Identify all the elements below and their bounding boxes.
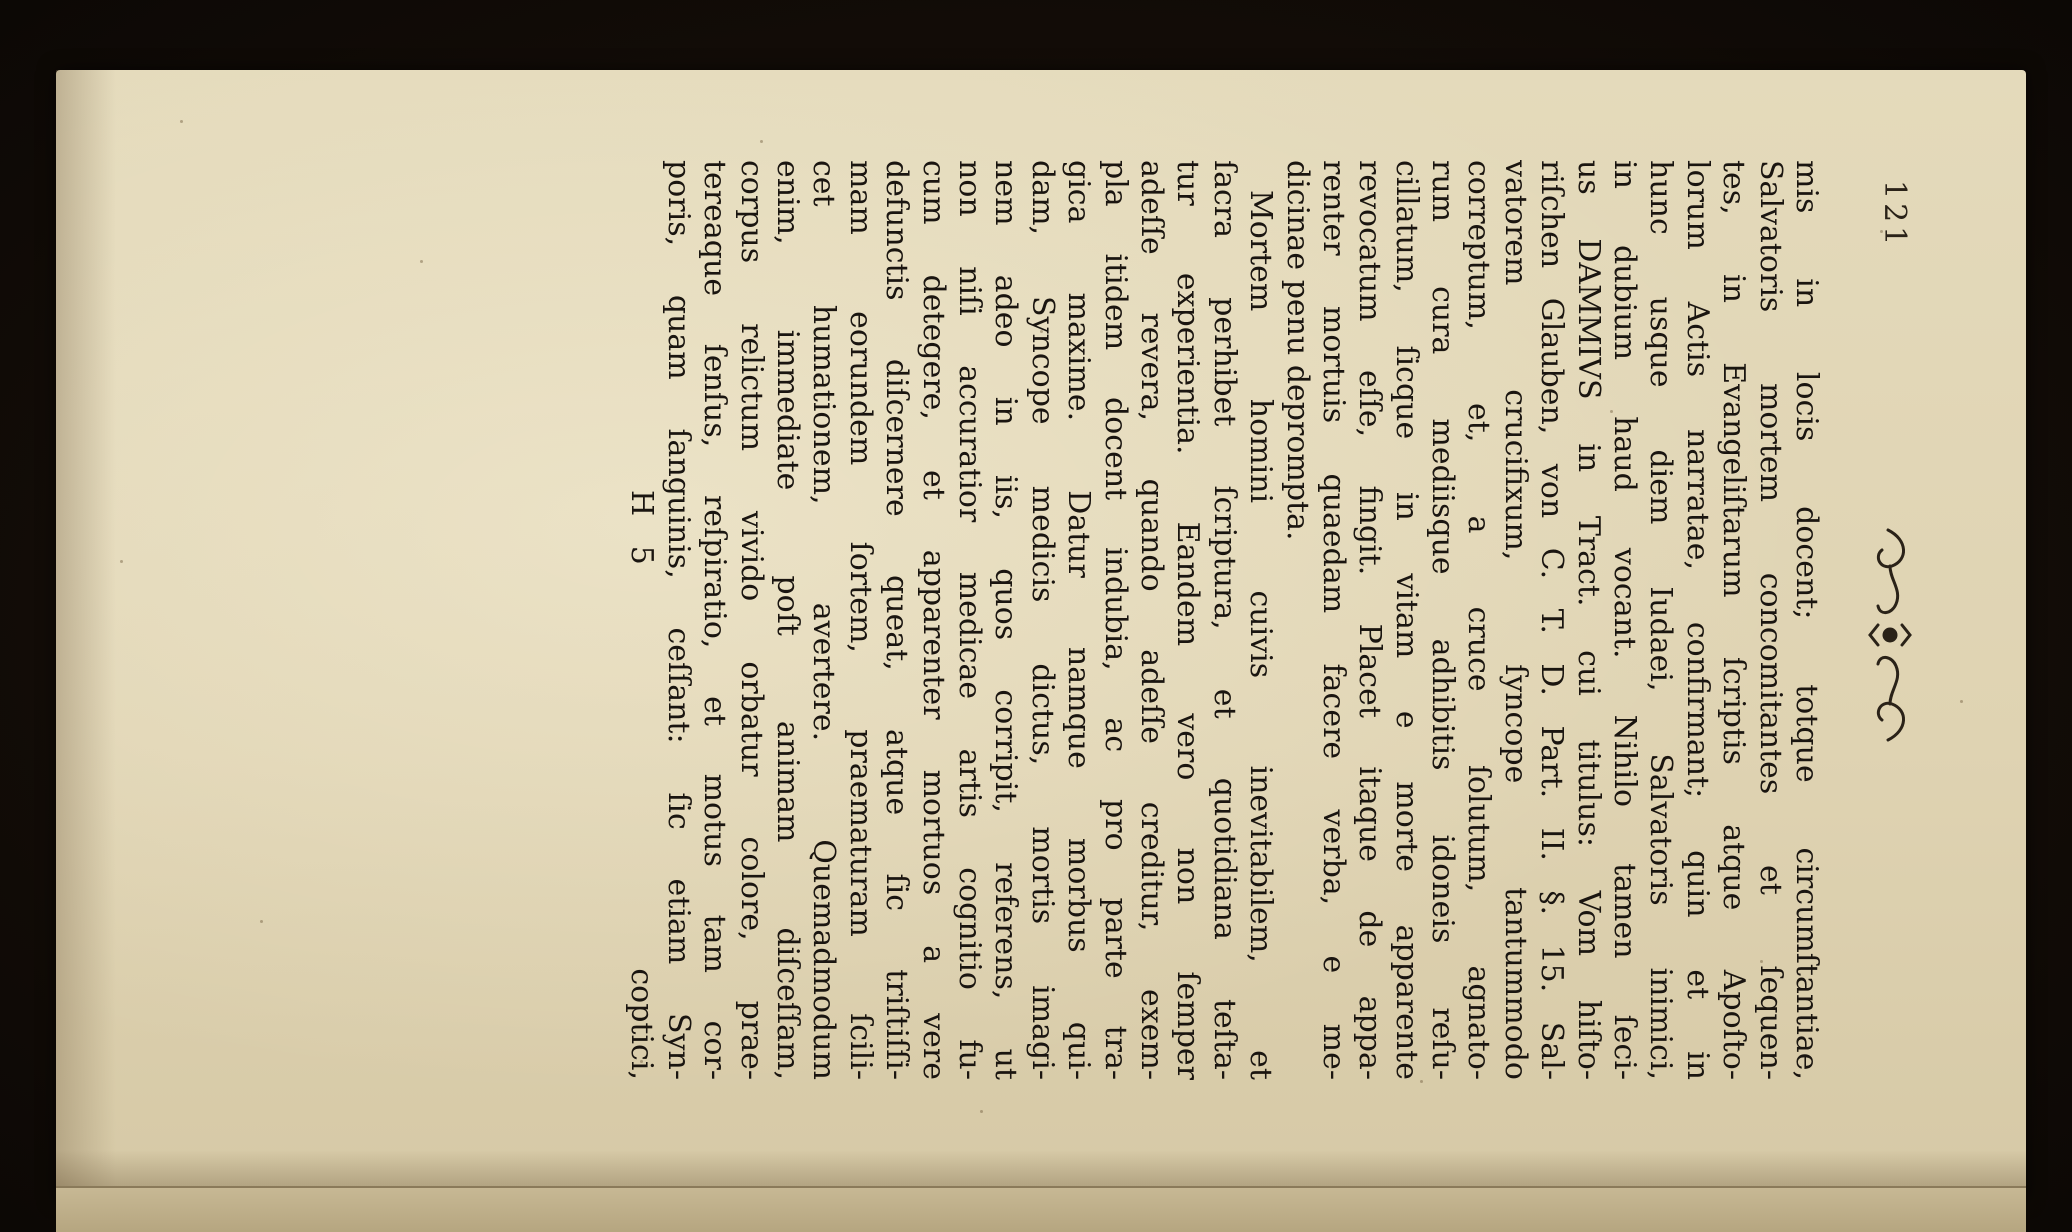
- text-line: defunctis diſcernere queat, atque ſic triſtiſſi-: [879, 160, 915, 1080]
- page-left-edge-shadow: [56, 70, 116, 1200]
- text-line: Mortem homini cuivis inevitabilem, et: [1243, 190, 1279, 1080]
- page-footer: [623, 160, 659, 1080]
- text-line: cillatum, ſicque in vitam e morte apparente: [1388, 160, 1424, 1080]
- signature-mark: H 5: [624, 490, 660, 575]
- running-head: [1850, 160, 1920, 1080]
- text-line: in dubium haud vocant. Nihilo tamen ſeci-: [1607, 160, 1643, 1080]
- rotated-text-area: [150, 160, 1920, 1080]
- text-line: pla itidem docent indubia, ac pro parte tra-: [1097, 160, 1133, 1080]
- text-line: hunc usque diem Iudaei, Salvatoris inimici,: [1643, 160, 1679, 1080]
- text-line: correptum, et, a cruce ſolutum, agnato-: [1461, 160, 1497, 1080]
- text-line: tur experientia. Eandem vero non ſemper: [1170, 160, 1206, 1080]
- text-line: non niſi accuratior medicae artis cognitio fu-: [952, 160, 988, 1080]
- page-number: 121: [1877, 180, 1912, 250]
- text-line: nem adeo in iis, quos corripit, referens, ut: [988, 160, 1024, 1080]
- text-line: renter mortuis quaedam facere verba, e me-: [1315, 160, 1351, 1080]
- text-line: Salvatoris mortem concomitantes et ſequen-: [1752, 160, 1788, 1080]
- text-line: poris, quam ſanguinis, ceſſant: ſic etiam Syn-: [660, 160, 696, 1080]
- text-line: ſacra perhibet ſcriptura, et quotidiana teſta-: [1206, 160, 1242, 1080]
- text-line: cum detegere, et apparenter mortuos a vere: [915, 160, 951, 1080]
- text-line: riſchen Glauben, von C. T. D. Part. II. §. 15. Sal-: [1534, 160, 1570, 1080]
- text-line: enim, immediate poſt animam diſceſſam,: [770, 160, 806, 1080]
- text-line: rum cura mediisque adhibitis idoneis reſu-: [1425, 160, 1461, 1080]
- text-line: vatorem crucifixum, ſyncope tantummodo: [1497, 160, 1533, 1080]
- text-line: mis in locis docent; totque circumſtantiae,: [1789, 160, 1824, 1080]
- text-line: mam eorundem ſortem, praematuram ſcili-: [842, 160, 878, 1080]
- floral-ornament-icon: [1860, 520, 1920, 750]
- text-line: cet humationem, avertere. Quemadmodum: [806, 160, 842, 1080]
- facing-page-edge: [56, 1186, 2026, 1232]
- text-line: revocatum eſſe, fingit. Placet itaque de appa-: [1352, 160, 1388, 1080]
- text-line: adeſſe revera, quando adeſſe creditur, exem-: [1133, 160, 1169, 1080]
- body-text: [623, 160, 1824, 1080]
- text-line: dam, Syncope medicis dictus, mortis imagi-: [1024, 160, 1060, 1080]
- text-line: gica maxime. Datur namque morbus qui-: [1061, 160, 1097, 1080]
- text-line: corpus relictum vivido orbatur colore, prae-: [733, 160, 769, 1080]
- text-line: tereaque ſenſus, reſpiratio, et motus tam cor-: [697, 160, 733, 1080]
- text-line: tes, in Evangeliſtarum ſcriptis atque Apoſto-: [1716, 160, 1752, 1080]
- text-line: us DAMMIVS in Tract. cui titulus: Vom hiſto-: [1570, 160, 1606, 1080]
- catchword: coptici,: [624, 968, 660, 1080]
- text-line: dicinae penu deprompta.: [1279, 160, 1315, 541]
- text-line: lorum Actis narratae, confirmant; quin et in: [1679, 160, 1715, 1080]
